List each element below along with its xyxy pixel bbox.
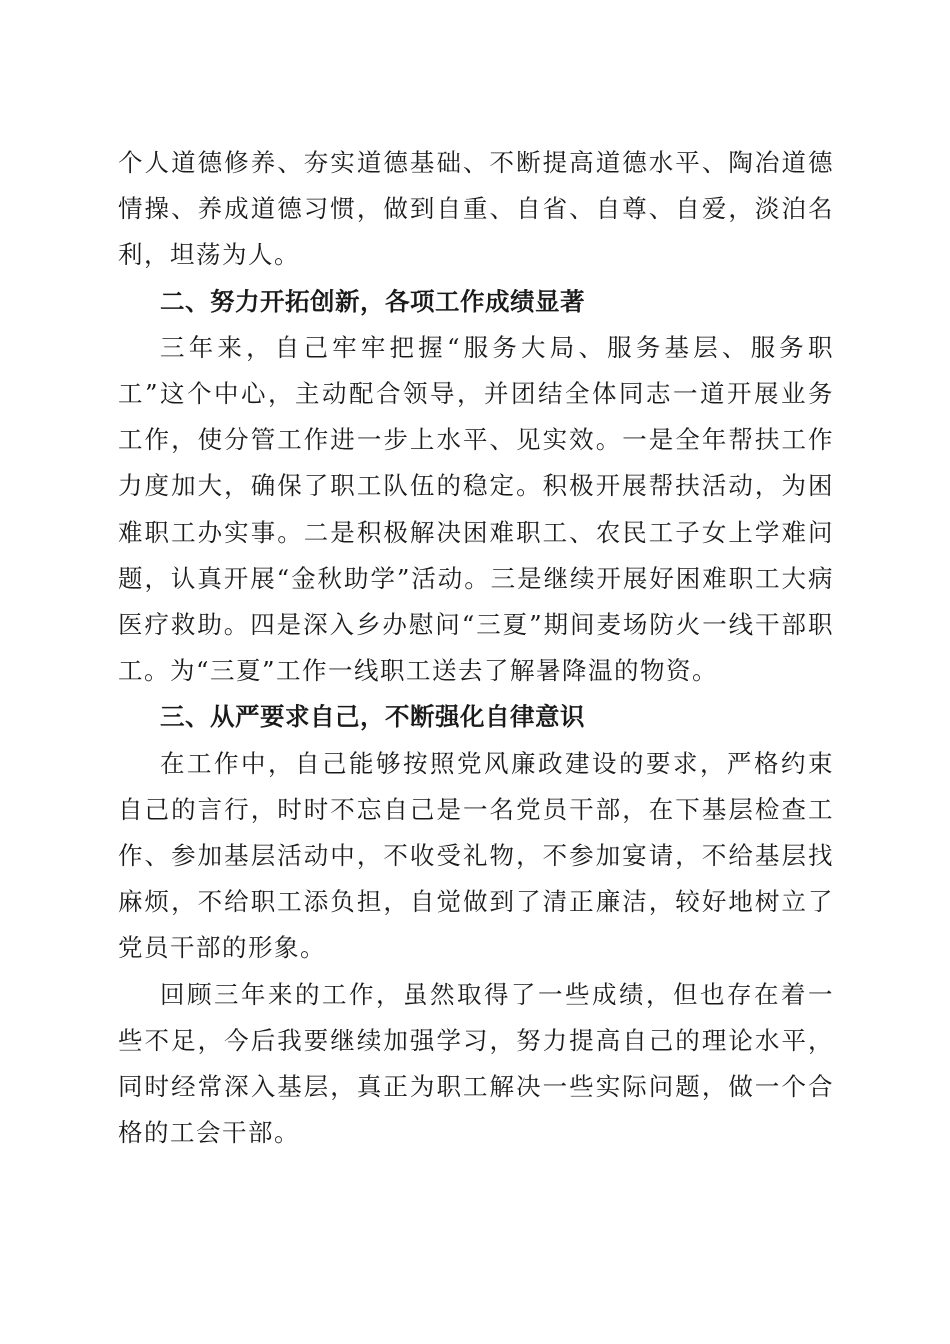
document-body: [118, 140, 834, 1156]
section-heading-self-discipline: 三、从严要求自己，不断强化自律意识: [160, 702, 585, 732]
paragraph-integrity: 在工作中，自己能够按照党风廉政建设的要求，严格约束自己的言行，时时不忘自己是一名党员干部，在下基层检查工作、参加基层活动中，不收受礼物，不参加宴请，不给基层找麻烦，不给职工添负担，自觉做到了清正廉洁，较好地树立了党员干部的形象。: [118, 748, 834, 963]
section-heading-innovation: 二、努力开拓创新，各项工作成绩显著: [160, 286, 585, 316]
paragraph-work-achievements: 三年来，自己牢牢把握“服务大局、服务基层、服务职工”这个中心，主动配合领导，并团结全体同志一道开展业务工作，使分管工作进一步上水平、见实效。一是全年帮扶工作力度加大，确保了职工队伍的稳定。积极开展帮扶活动，为困难职工办实事。二是积极解决困难职工、农民工子女上学难问题，认真开展“金秋助学”活动。三是继续开展好困难职工大病医疗救助。四是深入乡办慰问“三夏”期间麦场防火一线干部职工。为“三夏”工作一线职工送去了解暑降温的物资。: [118, 332, 834, 686]
paragraph-review-conclusion: 回顾三年来的工作，虽然取得了一些成绩，但也存在着一些不足，今后我要继续加强学习，努力提高自己的理论水平，同时经常深入基层，真正为职工解决一些实际问题，做一个合格的工会干部。: [118, 979, 834, 1148]
paragraph-moral-cultivation: 个人道德修养、夯实道德基础、不断提高道德水平、陶冶道德情操、养成道德习惯，做到自重、自省、自尊、自爱，淡泊名利，坦荡为人。: [118, 148, 834, 270]
